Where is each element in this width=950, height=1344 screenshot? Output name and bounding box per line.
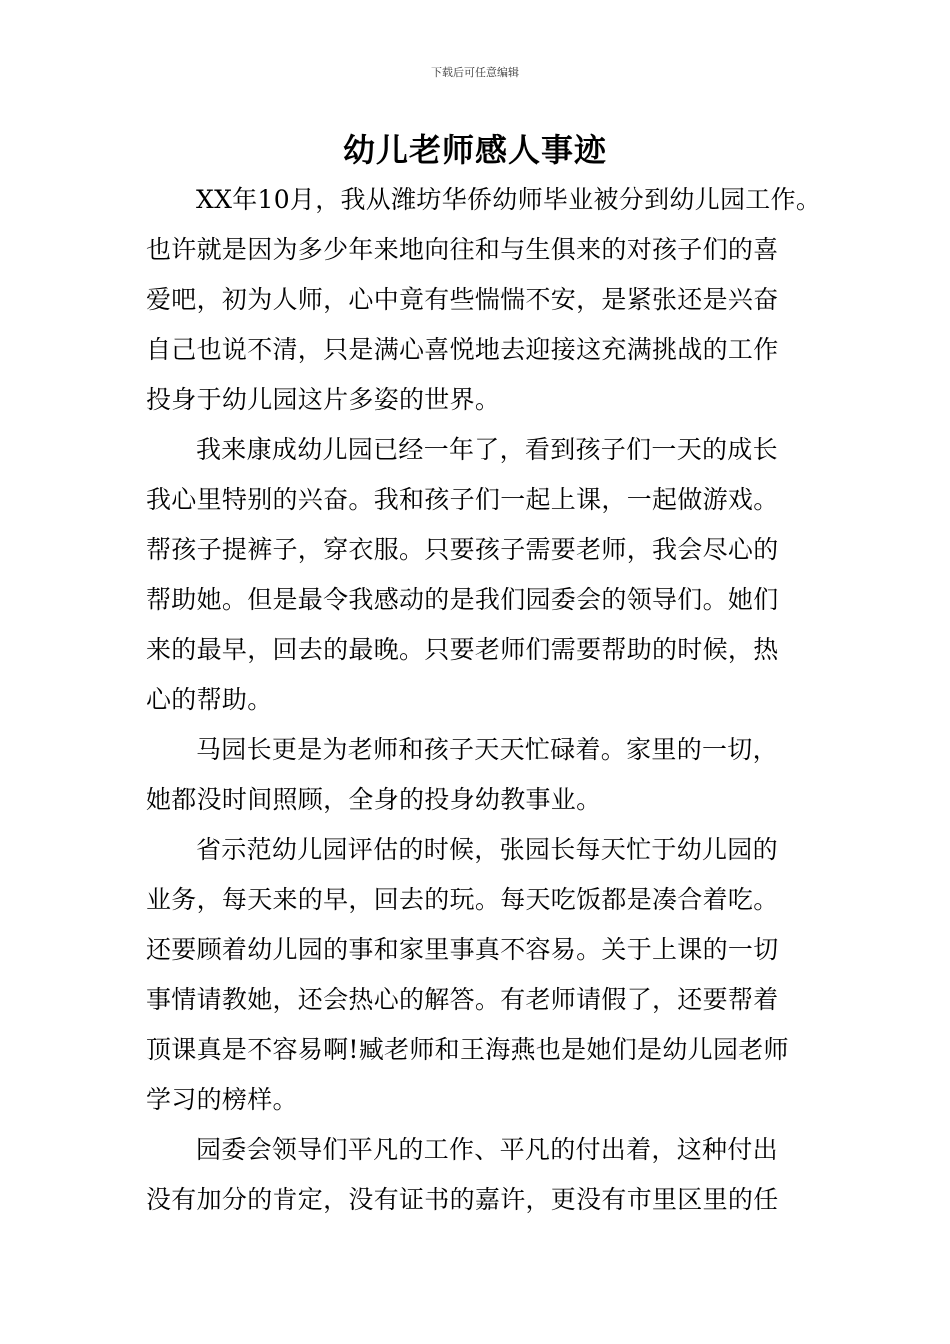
text-line: 事情请教她，还会热心的解答。有老师请假了，还要帮着 xyxy=(146,985,779,1014)
text-line: 业务，每天来的早，回去的玩。每天吃饭都是凑合着吃。 xyxy=(146,885,779,914)
paragraph-1 xyxy=(146,175,826,425)
text-line: 来的最早，回去的最晚。只要老师们需要帮助的时候，热 xyxy=(146,635,779,664)
text-line: 她都没时间照顾，全身的投身幼教事业。 xyxy=(146,785,602,814)
paragraph-2 xyxy=(146,425,826,725)
paragraph-5 xyxy=(146,1125,826,1225)
text-line: 爱吧，初为人师，心中竟有些惴惴不安，是紧张还是兴奋 xyxy=(146,285,779,314)
document-title: 幼儿老师感人事迹 xyxy=(342,131,607,169)
text-line: 学习的榜样。 xyxy=(146,1085,298,1114)
text-line: 帮助她。但是最令我感动的是我们园委会的领导们。她们 xyxy=(146,585,779,614)
text-line: 我心里特别的兴奋。我和孩子们一起上课，一起做游戏。 xyxy=(146,485,779,514)
text-line: 顶课真是不容易啊!臧老师和王海燕也是她们是幼儿园老师 xyxy=(146,1035,789,1064)
text-line: XX年10月，我从潍坊华侨幼师毕业被分到幼儿园工作。 xyxy=(196,185,822,214)
text-line: 也许就是因为多少年来地向往和与生俱来的对孩子们的喜 xyxy=(146,235,779,264)
paragraph-4 xyxy=(146,825,826,1125)
text-line: 我来康成幼儿园已经一年了，看到孩子们一天的成长 xyxy=(196,435,778,464)
text-line: 心的帮助。 xyxy=(146,685,273,714)
text-line: 马园长更是为老师和孩子天天忙碌着。家里的一切， xyxy=(196,735,778,764)
text-line: 帮孩子提裤子，穿衣服。只要孩子需要老师，我会尽心的 xyxy=(146,535,779,564)
document-body xyxy=(146,175,826,1225)
header-note: 下载后可任意编辑 xyxy=(431,66,519,79)
text-line: 省示范幼儿园评估的时候，张园长每天忙于幼儿园的 xyxy=(196,835,778,864)
text-line: 投身于幼儿园这片多姿的世界。 xyxy=(146,385,501,414)
text-line: 自己也说不清，只是满心喜悦地去迎接这充满挑战的工作 xyxy=(146,335,779,364)
paragraph-3 xyxy=(146,725,826,825)
text-line: 还要顾着幼儿园的事和家里事真不容易。关于上课的一切 xyxy=(146,935,779,964)
text-line: 园委会领导们平凡的工作、平凡的付出着，这种付出 xyxy=(196,1135,778,1164)
text-line: 没有加分的肯定，没有证书的嘉许，更没有市里区里的任 xyxy=(146,1185,779,1214)
